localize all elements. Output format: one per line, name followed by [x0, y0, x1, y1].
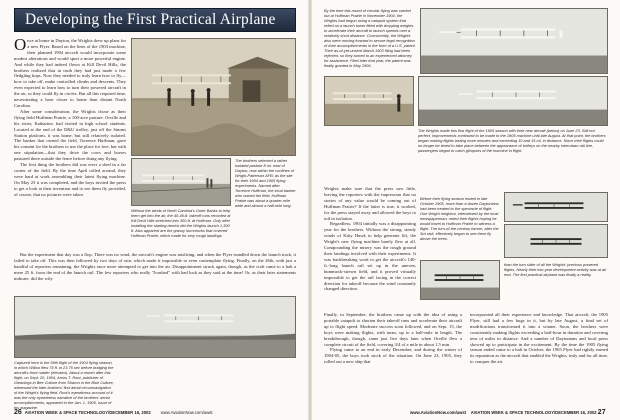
photo-1904-flight: [14, 296, 296, 358]
wide-paragraph: [14, 252, 296, 292]
photo-1905-illustration: [421, 9, 607, 73]
left-footer: [14, 409, 213, 416]
photo-flyer-ground-illustration: [325, 77, 413, 125]
photo-huffman-prairie-shed: [131, 38, 296, 156]
paragraph: incorporated all their experience and knowledge. That aircraft, the 1905 Flyer, still had a few bugs in it, but by late August, a final set of modifications transformed it into a winner. Soon, the brothers were consistently making flights exceeding a half-hour in duration and covering tens of miles in distance. And a number of Daytonians and local press showed up to participate in the excitement. By the time the 1905 flying season ended came to a halt in October, the 1905 Flyer had rightly earned its reputation as the aircraft that enabled the Wrights, truly and for all time, to conquer the air.: [470, 312, 608, 365]
photo-flyer-right-1: [504, 192, 608, 222]
photo-1905-caption: The Wrights made this first flight of the 1905 season with their new aircraft (below) on June 23. Still not perfect, improvements continued to be made to the 1905 machine until late August. At that point, the brothers began making flights lasting more minutes and exceeding 10 and 15 mi. in distance. Since their flights could no longer be timed to take place between the appearance of trolleys on the nearby interurban rail line, passengers began to catch glimpses of the machine in flight.: [418, 128, 606, 153]
photo-launch-illustration: [132, 159, 230, 205]
photo-flyer-on-launch-rail: [131, 158, 231, 206]
footer-publication: AVIATION WEEK & SPACE TECHNOLOGY/DECEMBER 16, 2002: [470, 410, 597, 415]
photo-launch-caption: Without the winds of North Carolina's Outer Banks to help them get into the air, the 40-46-ft. takeoff runs recorded at Kill Devil Hills stretched into 300-ft. at Huffman. Only after installing the starting derrick did the Wrights launch 1,300 ft. Also apparent are the grassy hummocks that covered Huffman Prairie, which made for very rough landings.: [131, 208, 231, 238]
footer-website: www.AviationNow.com/awst: [410, 410, 467, 415]
paragraph: But the experiment that day was a flop. There was no wind, the aircraft's engine was misfiring, and when the Flyer trundled down the launch track, it failed to take off. This was then followed by two days of rain, which made it impossible to even contemplate flying. Finally, on the 26th, with just a handful of reporters remaining, the Wrights once more attempted to get into the air. Disappointment struck again, though, as the craft came to a halt a mere 25 ft. from the end of the launch rail. The few reporters who really "Joashed" with bad luck as they said at the time! Or, as their later statements indicate, did the wily: [14, 252, 296, 281]
right-bottom-right-column: [470, 312, 608, 406]
article-title: Developing the First Practical Airplane: [25, 11, 276, 28]
page-number: 27: [597, 409, 606, 416]
right-bottom-left-column: [324, 312, 462, 406]
photo-1904-flight-illustration: [15, 297, 295, 357]
photo-right-3-illustration: [421, 261, 499, 299]
patent-sidebar-text: By the time this round of circular flying was carried out at Huffman Prairie in November 1904, the Wrights had begun using a catapult system that relied on a launch tower fitted with dropping weights to accelerate their aircraft to launch speeds over a relatively short distance. Concurrently, the Wrights also were moving forward to secure legal recognition of their accomplishments in the form of a U.S. patent. Their as-of-yet-unsent March 1903 filing had been rejected, so they turned to an experienced attorney for assistance. Filed later that year, the patent was finally granted in May 1906.: [324, 8, 416, 68]
photo-flyer-wide-illustration: [419, 77, 607, 125]
right-footer: [410, 409, 609, 416]
photo-right-1-illustration: [505, 193, 607, 221]
drop-cap: O: [14, 35, 27, 54]
paragraph: Regardless, 1904 initially was a disappointing year for the brothers. Without the strong, steady winds of Kitty Hawk to help generate lift, the Wright's new flying machine barely flew at all. Compounding the misery was the rough ground their landings involved with their experiments. It was backbreaking work to get the aircraft's 140-ft.-long launch rail set up in the uneven, hummock-strewn field, and it proved virtually impossible to get the rail facing in the correct direction for takeoff because the wind constantly changed direction.: [324, 221, 416, 292]
photo-flyer-right-3: [420, 260, 500, 300]
daytonians-caption: Before their flying season ended in late October 1905, more than a dozen Daytonians had been treated to the spectacle of flight. One Wright neighbor, interviewed by the local newspaperman, noted their flights hoping he would travel to Huffman Prairie to witness a flight. The turn-of-the-century farmer, after the 3rd visit, effectively began to see them fly above the trees.: [420, 196, 499, 241]
photo-right-2-illustration: [505, 225, 607, 257]
photo-flyer-right-2: [504, 224, 608, 258]
paragraph: Finally, in September, the brothers came up with the idea of using a portable catapult to shorten their takeoff runs and accelerate their aircraft up to flight speed. Moderate success soon followed, and on Sept. 15, the boys were making flights, with turns, up to a half-mile in length. The breakthrough, though, came just five days later when Orville flew a complete circuit of the field, covering 3/4 of a mile in about 1.5 min.: [324, 312, 462, 347]
footer-publication: AVIATION WEEK & SPACE TECHNOLOGY/DECEMBER 16, 2002: [24, 410, 151, 415]
paragraph: Flying came to an end in early December, and during the winter of 1904-05, the boys took stock of the situation. On June 23, 1905, they rolled out a new ship that: [324, 347, 462, 365]
photo-1905-flyer-flight: [420, 8, 608, 74]
photo-flyer-ground: [324, 76, 414, 126]
left-column-text: [14, 35, 126, 250]
right-page: [310, 0, 620, 420]
paragraph: The first thing the brothers did was erect a shed in a far corner of the field. By the time April rolled around, they were hard at work assembling their latest flying machine. On May 23 it was completed, and the boys invited the press to get a look at their invention and to see them fly provided, of course, that no pictures were taken.: [14, 162, 126, 197]
right-middle-column: [324, 186, 416, 310]
photo-1904-caption: Captured here is the 59th flight of the 1904 flying season, in which Wilbur flew 75 ft. in 23.75 sec before bridging the aircraft's front rudder (elevator). About a month after this flight, on Sept. 20, 1904, Amos T. Root, publisher of Gleanings in Bee Culture from Sharon in the Blue Culture, witnessed the later brothers' first aerial circumnavigation of the Wright's flying field. Root's eyewitness account of it was the only eyewitness narrative of the brothers' aerial accomplishments, appeared in the Jan. 1, 1905, issue of his magazine.: [14, 360, 114, 410]
final-caption: than the turn sider of all the Wrights' previous powered flights. Nearly their two-year development activity was at an end. The first practical airplane was finally a reality.: [504, 262, 607, 277]
paragraph: After some consideration, the Wrights chose as their flying field Huffman Prairie, a 100-acre pasture. Orville and his sister, Katharine, had visited in high school students. Located at the end of the D&U trolley, just off the Simms Station platform, it was home, but still relatively isolated. The banker that owned the field, Torrence Huffman, gave his consent for the brothers to use the place for free, but with one stipulation—that they drive the cows and horses pastured there outside the fence before doing any flying.: [14, 108, 126, 162]
page-number: 26: [14, 409, 22, 416]
photo-huffman-caption: The brothers selected a rather isolated pasture 8 mi. east of Dayton, now within the confines of Wright-Patterson AFB, as the site for their 1904 and 1905 flying experiments. Named after Torrence Huffman, the local banker who owned the field, Huffman Prairie was about a quarter-mile wide and almost a half-mile long.: [235, 158, 296, 208]
article-title-banner: [14, 8, 296, 32]
footer-website: www.AviationNow.com/awst: [160, 410, 213, 415]
paragraph: Wrights make sure that the press saw little, leaving the reporters with the impression that no stories of any value would be coming out of Huffman Prairie? If the latter is true, it worked, for the press stayed away and allowed the boys to toil in isolation.: [324, 186, 416, 221]
photo-flyer-wide: [418, 76, 608, 126]
opening-paragraph: Once at home in Dayton, the Wrights drew up plans for a new Flyer. Based on the lines of the 1903 machine, their planned 1904 aircraft would incorporate some modest alterations and would sport a more powerful engine. And while they had indeed flown at Kill Devil Hills, the brothers realized that in truth they had just made a few fledgling hops. Now they needed to truly learn how to fly—how to take off, make controlled climbs and descents. They even expected to learn how to turn their powered aircraft in the air, so they could fly in circles. But all this required time, necessitating a base closer to home than distant North Carolina.: [14, 35, 126, 108]
photo-shed-illustration: [132, 39, 295, 155]
